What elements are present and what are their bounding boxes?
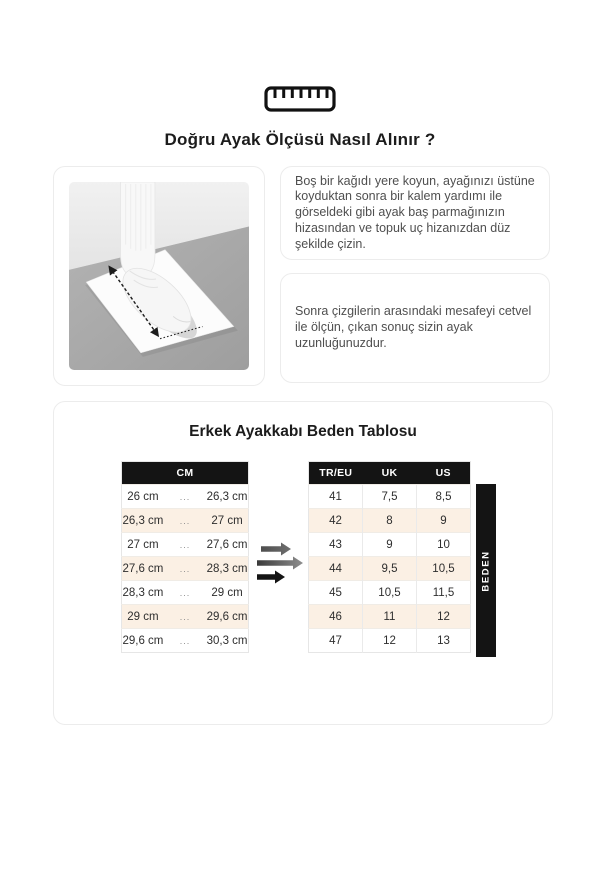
beden-label-text: BEDEN: [480, 549, 492, 592]
cm-table-row: 27,6 cm ... 28,3 cm: [122, 557, 249, 581]
instruction-steps: [280, 166, 550, 386]
cm-table-row: 27 cm ... 27,6 cm: [122, 533, 249, 557]
cm-table-row: 26,3 cm ... 27 cm: [122, 509, 249, 533]
triple-right-arrows-icon: [257, 541, 303, 585]
cm-table-row: 28,3 cm ... 29 cm: [122, 581, 249, 605]
size-table-title: Erkek Ayakkabı Beden Tablosu: [189, 423, 417, 440]
size-table-row: 46 11 12: [309, 605, 471, 629]
instruction-step-2: [280, 273, 550, 383]
size-table-row: 43 9 10: [309, 533, 471, 557]
size-table-row: 45 10,5 11,5: [309, 581, 471, 605]
beden-vertical-label: [476, 484, 496, 657]
instruction-step-1: [280, 166, 550, 260]
size-table-header-uk: UK: [363, 462, 417, 485]
howto-section: [53, 166, 550, 386]
page-title: Doğru Ayak Ölçüsü Nasıl Alınır ?: [164, 130, 436, 149]
size-table-row: 42 8 9: [309, 509, 471, 533]
size-table-header-row: [309, 462, 471, 485]
size-table-header-treu: TR/EU: [309, 462, 363, 485]
shoe-size-table: [308, 461, 471, 653]
size-table-header-us: US: [417, 462, 471, 485]
foot-measurement-photo: [53, 166, 265, 386]
cm-table-row: 29,6 cm ... 30,3 cm: [122, 629, 249, 653]
foot-on-paper-illustration: [69, 182, 249, 370]
ruler-icon: [264, 86, 336, 112]
cm-table-header: CM: [122, 462, 249, 485]
instruction-step-1-text: Boş bir kağıdı yere koyun, ayağınızı üstüne koyduktan sonra bir kalem yardımı ile görseldeki gibi ayak baş parmağınızın hizasından ve topuk uç hizanızdan düz şekilde çizin.: [295, 173, 535, 251]
cm-table-row: 29 cm ... 29,6 cm: [122, 605, 249, 629]
size-table-row: 41 7,5 8,5: [309, 485, 471, 509]
instruction-step-2-text: Sonra çizgilerin arasındaki mesafeyi cetvel ile ölçün, çıkan sonuç sizin ayak uzunluğunuzdur.: [295, 304, 532, 350]
size-table-row: 44 9,5 10,5: [309, 557, 471, 581]
size-table-row: 47 12 13: [309, 629, 471, 653]
size-table-section: [53, 401, 553, 725]
cm-range-table: [121, 461, 249, 653]
cm-table-row: 26 cm ... 26,3 cm: [122, 485, 249, 509]
